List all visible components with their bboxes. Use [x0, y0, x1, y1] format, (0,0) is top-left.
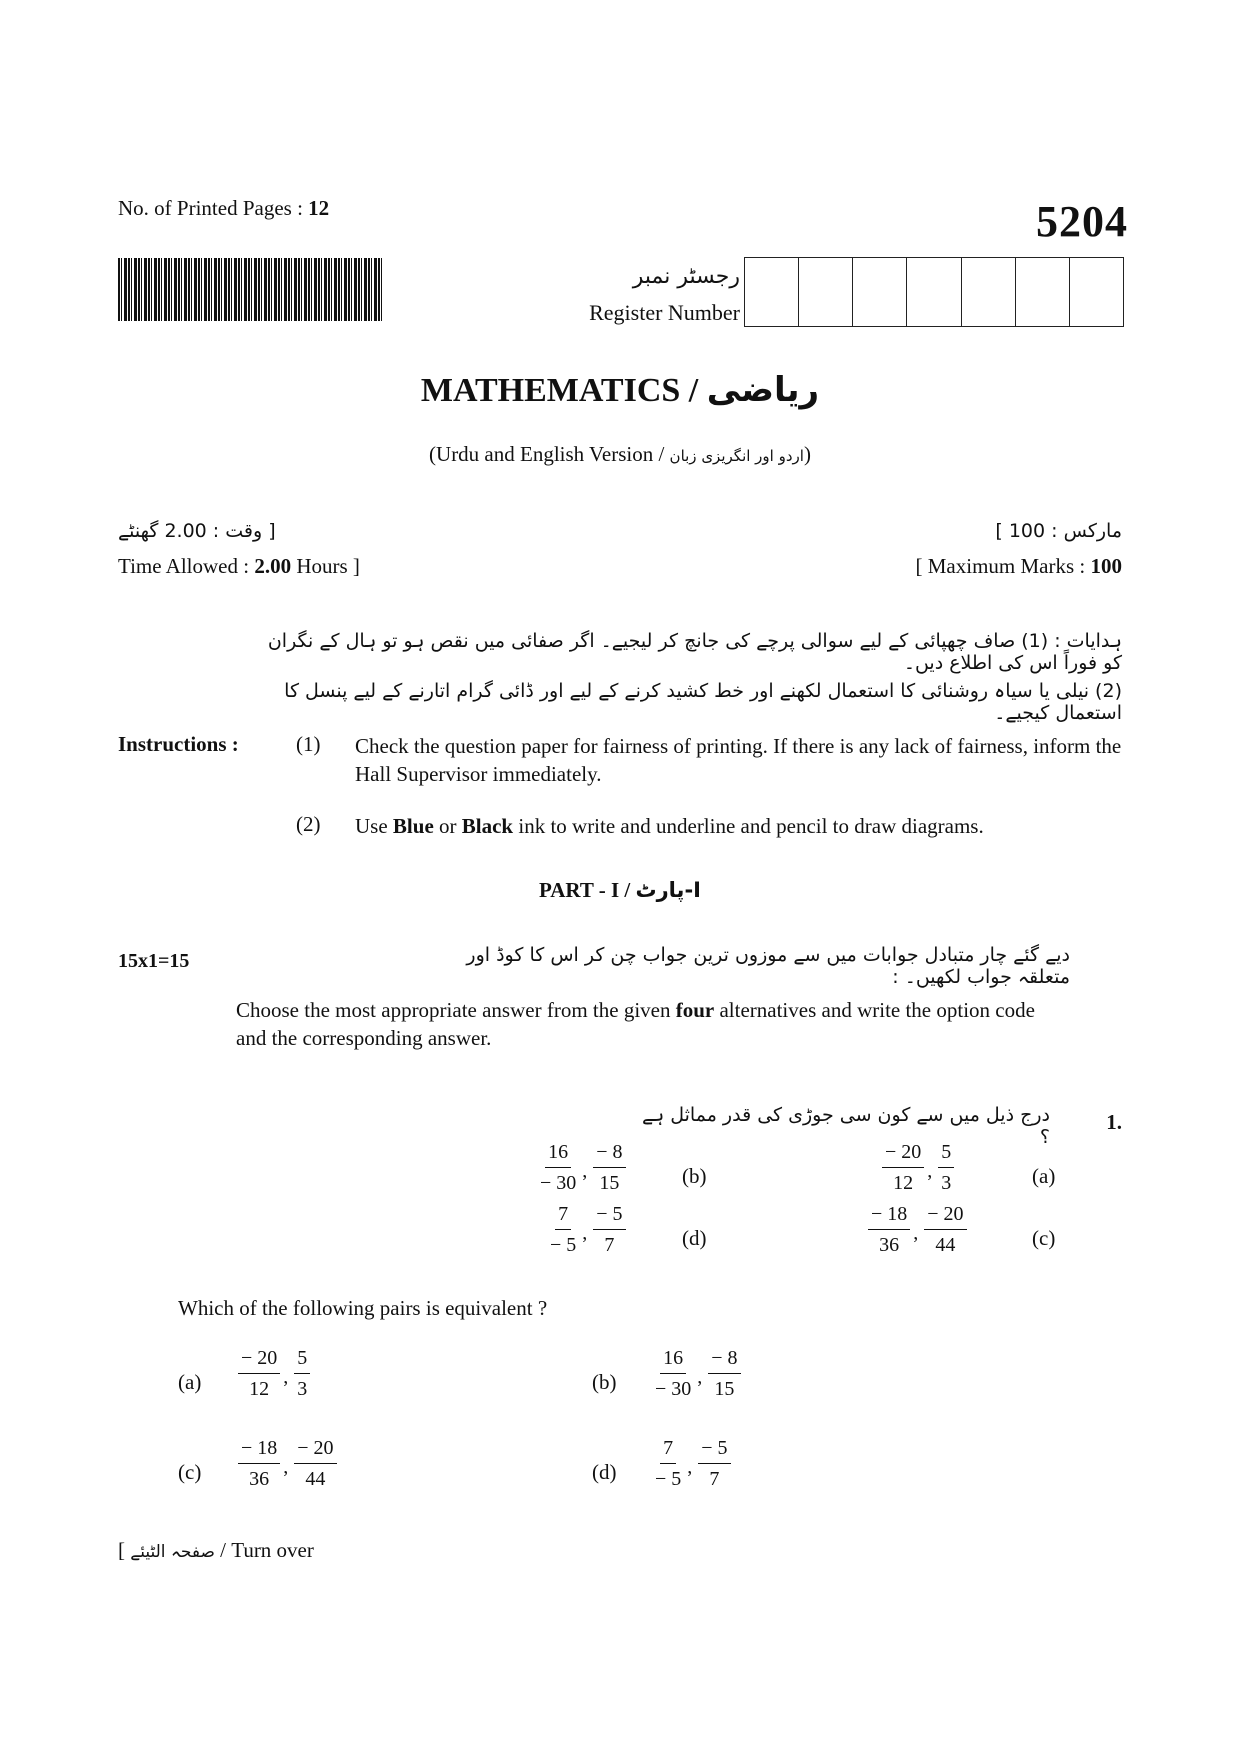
barcode [118, 258, 383, 321]
part-instruction-post: alternatives and write the option code and the corresponding answer. [236, 998, 1035, 1050]
option-d-label: (d) [592, 1460, 617, 1484]
register-number-boxes[interactable] [744, 257, 1124, 327]
instruction-1-text: Check the question paper for fairness of printing. If there is any lack of fairness, inform the Hall Supervisor immediately. [355, 734, 1122, 786]
version-urdu: اردو اور انگریزی زبان [669, 447, 804, 465]
urdu-option-c-label: (c) [1032, 1226, 1056, 1250]
instruction-1-number: (1) [296, 732, 321, 756]
instruction-2-blue: Blue [392, 814, 434, 838]
instruction-2-pre: Use [355, 814, 388, 838]
register-digit-box[interactable] [799, 258, 853, 326]
register-digit-box[interactable] [853, 258, 907, 326]
option-c-pair: $\frac{- 18}{36}$ , $\frac{- 20}{44}$ [236, 1436, 339, 1491]
question-text: Which of the following pairs is equivalent ? [178, 1296, 548, 1320]
urdu-option-b-pair: $\frac{16}{- 30}$ , $\frac{- 8}{15}$ [535, 1140, 628, 1195]
instruction-2-number: (2) [296, 812, 321, 836]
register-label-urdu: رجسٹر نمبر [632, 264, 740, 289]
urdu-option-a-label: (a) [1032, 1164, 1056, 1188]
register-digit-box[interactable] [1016, 258, 1070, 326]
version-subtitle [0, 442, 1240, 467]
page-title [0, 370, 1240, 410]
instruction-urdu-1: ہدایات : (1) صاف چھپائی کے لیے سوالی پرچے کی جانچ کر لیجیے۔ اگر صفائی میں نقص ہو تو ہال کے نگران کو فوراً اس کی اطلاع دیں۔ [267, 630, 1122, 674]
part-instruction-pre: Choose the most appropriate answer from the given [236, 998, 671, 1022]
marks-label: [ Maximum Marks : [915, 554, 1086, 578]
paper-code: 5204 [1036, 197, 1128, 246]
part-heading [0, 878, 1240, 903]
urdu-option-a-pair: $\frac{- 20}{12}$ , $\frac{5}{3}$ [880, 1140, 956, 1195]
time-value: 2.00 [254, 554, 292, 578]
urdu-option-c-pair: $\frac{- 18}{36}$ , $\frac{- 20}{44}$ [866, 1202, 969, 1257]
title-english: MATHEMATICS / [420, 372, 699, 409]
urdu-option-d-pair: $\frac{7}{- 5}$ , $\frac{- 5}{7}$ [545, 1202, 628, 1257]
marks-value: 100 [1090, 554, 1122, 578]
part-urdu: I-پارٹ [635, 878, 701, 902]
time-unit: Hours ] [296, 554, 360, 578]
option-c-label: (c) [178, 1460, 202, 1484]
title-urdu: ریاضی [706, 370, 820, 410]
option-b-pair: $\frac{16}{- 30}$ , $\frac{- 8}{15}$ [650, 1346, 743, 1401]
part-instruction-urdu: دیے گئے چار متبادل جوابات میں سے موزوں ترین جواب چن کر اس کا کوڈ اور متعلقہ جواب لکھیں۔ : [466, 944, 1070, 988]
time-urdu: [ وقت : 2.00 گھنٹے [118, 520, 276, 542]
option-a-label: (a) [178, 1370, 202, 1394]
turn-over-urdu: صفحہ الٹیئے [130, 1542, 215, 1562]
option-d-pair: $\frac{7}{- 5}$ , $\frac{- 5}{7}$ [650, 1436, 733, 1491]
printed-pages [118, 196, 329, 221]
question-text-urdu: درج ذیل میں سے کون سی جوڑی کی قدر مماثل ہے ؟ [641, 1104, 1050, 1148]
register-label: Register Number [589, 300, 740, 325]
register-digit-box[interactable] [907, 258, 961, 326]
part-score: 15x1=15 [118, 950, 190, 972]
instruction-urdu-2: (2) نیلی یا سیاہ روشنائی کا استعمال لکھنے اور خط کشید کرنے کے لیے اور ڈائی گرام اتارنے کے لیے پنسل کا استعمال کیجیے۔ [284, 680, 1122, 724]
part-label: PART - I / [538, 878, 631, 902]
time-allowed [118, 554, 360, 579]
printed-pages-label: No. of Printed Pages : [118, 196, 303, 220]
turn-over-bracket: [ [118, 1538, 125, 1562]
printed-pages-value: 12 [308, 196, 330, 220]
option-b-label: (b) [592, 1370, 617, 1394]
time-label: Time Allowed : [118, 554, 250, 578]
register-digit-box[interactable] [1070, 258, 1123, 326]
option-a-pair: $\frac{- 20}{12}$ , $\frac{5}{3}$ [236, 1346, 312, 1401]
version-english: (Urdu and English Version / [429, 442, 665, 466]
version-close: ) [803, 442, 811, 466]
maximum-marks [916, 554, 1122, 579]
urdu-option-d-label: (d) [682, 1226, 707, 1250]
instructions-label: Instructions : [118, 732, 239, 756]
part-instruction [236, 996, 1066, 1052]
question-number: 1. [1106, 1110, 1122, 1134]
turn-over [118, 1538, 314, 1563]
urdu-option-b-label: (b) [682, 1164, 707, 1188]
instruction-2-black: Black [461, 814, 514, 838]
register-digit-box[interactable] [745, 258, 799, 326]
instruction-2-or: or [439, 814, 457, 838]
instruction-2-post: ink to write and underline and pencil to draw diagrams. [518, 814, 984, 838]
turn-over-text: / Turn over [220, 1538, 314, 1562]
part-instruction-bold: four [675, 998, 715, 1022]
register-digit-box[interactable] [962, 258, 1016, 326]
marks-urdu: مارکس : 100 ] [995, 520, 1122, 542]
instruction-2-text [355, 812, 1125, 840]
